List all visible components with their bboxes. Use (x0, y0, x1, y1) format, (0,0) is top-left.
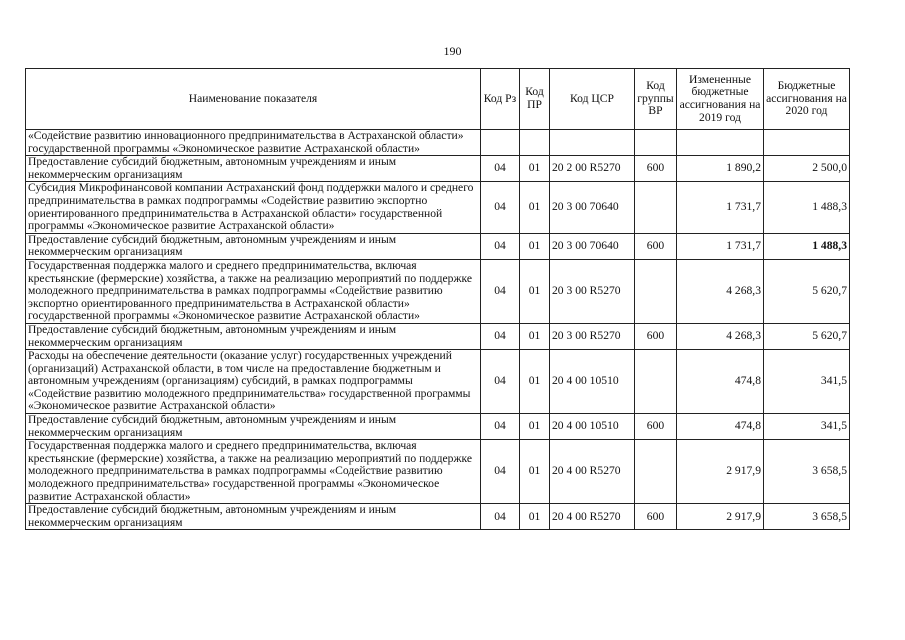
row-2020: 341,5 (764, 414, 850, 440)
row-rz: 04 (481, 414, 520, 440)
table-row (26, 130, 850, 156)
row-vr (635, 259, 677, 323)
row-rz: 04 (481, 323, 520, 349)
row-vr (635, 440, 677, 504)
row-pr: 01 (520, 323, 550, 349)
row-2019: 2 917,9 (677, 440, 764, 504)
row-csr: 20 3 00 70640 (550, 182, 635, 233)
row-name: Предоставление субсидий бюджетным, автономным учреждениям и иным некоммерческим организациям (26, 323, 481, 349)
row-2019: 1 731,7 (677, 182, 764, 233)
row-2020: 1 488,3 (764, 182, 850, 233)
table-row (26, 440, 850, 504)
row-rz: 04 (481, 156, 520, 182)
row-2020: 341,5 (764, 350, 850, 414)
table-row (26, 182, 850, 233)
row-2019: 4 268,3 (677, 323, 764, 349)
row-2019: 1 890,2 (677, 156, 764, 182)
row-name: Расходы на обеспечение деятельности (оказание услуг) государственных учреждений (организаций) Астраханской области, в том числе на предоставление бюджетным и автономным учреждениям (организациям) субсидий, в рамках подпрограммы «Содействие развитию молодежного предпринимательства» государственной программы «Экономическое развитие Астраханской области» (26, 350, 481, 414)
row-csr: 20 4 00 R5270 (550, 440, 635, 504)
header-pr: Код ПР (520, 69, 550, 130)
table-row (26, 156, 850, 182)
row-pr: 01 (520, 414, 550, 440)
row-pr: 01 (520, 182, 550, 233)
row-csr: 20 4 00 10510 (550, 414, 635, 440)
row-csr: 20 4 00 R5270 (550, 504, 635, 530)
row-rz: 04 (481, 504, 520, 530)
header-rz: Код Рз (481, 69, 520, 130)
page-number: 190 (443, 44, 462, 58)
row-csr: 20 2 00 R5270 (550, 156, 635, 182)
table-row (26, 504, 850, 530)
row-pr: 01 (520, 350, 550, 414)
header-2020: Бюджетные ассигнования на 2020 год (764, 69, 850, 130)
row-csr: 20 4 00 10510 (550, 350, 635, 414)
row-name: «Содействие развитию инновационного предпринимательства в Астраханской области» государственной программы «Экономическое развитие Астраханской области» (26, 130, 481, 156)
row-vr (635, 130, 677, 156)
row-rz: 04 (481, 440, 520, 504)
table-row (26, 259, 850, 323)
row-vr: 600 (635, 414, 677, 440)
row-2019: 1 731,7 (677, 233, 764, 259)
row-rz: 04 (481, 233, 520, 259)
row-csr (550, 130, 635, 156)
header-vr: Код группы ВР (635, 69, 677, 130)
row-vr: 600 (635, 504, 677, 530)
row-2019 (677, 130, 764, 156)
row-vr: 600 (635, 323, 677, 349)
header-csr: Код ЦСР (550, 69, 635, 130)
row-vr (635, 182, 677, 233)
row-name: Субсидия Микрофинансовой компании Астраханский фонд поддержки малого и среднего предпринимательства в рамках подпрограммы «Содействие развитию экспортно ориентированного предпринимательства в Астраханской области» государственной программы «Экономическое развитие Астраханской области» (26, 182, 481, 233)
row-pr: 01 (520, 259, 550, 323)
row-2019: 4 268,3 (677, 259, 764, 323)
row-name: Государственная поддержка малого и среднего предпринимательства, включая крестьянские (фермерские) хозяйства, а также на реализацию мероприятий по поддержке молодежного предпринимательства в рамках подпрограммы «Содействие развитию экспортно ориентированного предпринимательства в Астраханской области» государственной программы «Экономическое развитие Астраханской области» (26, 259, 481, 323)
row-2019: 474,8 (677, 350, 764, 414)
row-name: Государственная поддержка малого и среднего предпринимательства, включая крестьянские (фермерские) хозяйства, а также на реализацию мероприятий по поддержке молодежного предпринимательства в рамках подпрограммы «Содействие развитию молодежного предпринимательства» государственной программы «Экономическое развитие Астраханской области» (26, 440, 481, 504)
row-2020: 2 500,0 (764, 156, 850, 182)
row-rz: 04 (481, 350, 520, 414)
row-name: Предоставление субсидий бюджетным, автономным учреждениям и иным некоммерческим организациям (26, 156, 481, 182)
row-vr: 600 (635, 156, 677, 182)
table-row (26, 323, 850, 349)
row-pr (520, 130, 550, 156)
row-2020: 3 658,5 (764, 440, 850, 504)
row-2019: 474,8 (677, 414, 764, 440)
row-2020: 5 620,7 (764, 323, 850, 349)
row-pr: 01 (520, 440, 550, 504)
row-rz (481, 130, 520, 156)
budget-table (25, 68, 850, 530)
row-pr: 01 (520, 233, 550, 259)
header-name: Наименование показателя (26, 69, 481, 130)
row-name: Предоставление субсидий бюджетным, автономным учреждениям и иным некоммерческим организациям (26, 504, 481, 530)
row-pr: 01 (520, 156, 550, 182)
row-2020 (764, 130, 850, 156)
row-name: Предоставление субсидий бюджетным, автономным учреждениям и иным некоммерческим организациям (26, 414, 481, 440)
row-vr (635, 350, 677, 414)
row-pr: 01 (520, 504, 550, 530)
row-csr: 20 3 00 R5270 (550, 259, 635, 323)
row-2019: 2 917,9 (677, 504, 764, 530)
row-rz: 04 (481, 259, 520, 323)
row-name: Предоставление субсидий бюджетным, автономным учреждениям и иным некоммерческим организациям (26, 233, 481, 259)
row-2020: 5 620,7 (764, 259, 850, 323)
table-row (26, 350, 850, 414)
row-2020: 1 488,3 (764, 233, 850, 259)
row-rz: 04 (481, 182, 520, 233)
row-csr: 20 3 00 70640 (550, 233, 635, 259)
row-vr: 600 (635, 233, 677, 259)
row-csr: 20 3 00 R5270 (550, 323, 635, 349)
table-header-row (26, 69, 850, 130)
header-2019: Измененные бюджетные ассигнования на 2019 год (677, 69, 764, 130)
table-row (26, 233, 850, 259)
row-2020: 3 658,5 (764, 504, 850, 530)
table-row (26, 414, 850, 440)
